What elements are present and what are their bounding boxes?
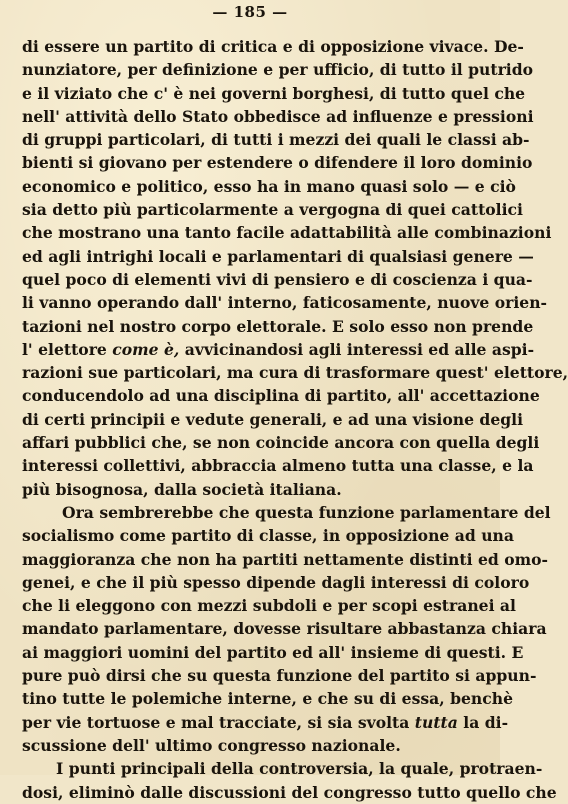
text-line: ed agli intrighi locali e parlamentari di qualsiasi genere — [22, 246, 534, 266]
text-segment: la di- [457, 712, 509, 732]
text-line: affari pubblici che, se non coincide ancora con quella degli [22, 433, 540, 453]
text-line: li vanno operando dall' interno, faticosamente, nuove orien- [22, 293, 548, 313]
text-line: di essere un partito di critica e di opposizione vivace. De- [22, 37, 524, 56]
text-line: razioni sue particolari, ma cura di trasformare quest' elettore, [22, 363, 568, 383]
text-line: nell' attività dello Stato obbedisce ad influenze e pressioni [22, 106, 534, 126]
text-line: e il viziato che c' è nei governi borghesi, di tutto quel che [22, 83, 526, 103]
text-line: quel poco di elementi vivi di pensiero e di coscienza i qua- [22, 269, 533, 289]
text-line: nunziatore, per definizione e per ufficio, di tutto il putrido [22, 60, 534, 80]
text-line: mandato parlamentare, dovesse risultare abbastanza chiara [22, 619, 547, 639]
page-number: — 185 — [212, 3, 288, 21]
text-line-with-italic [22, 711, 509, 734]
text-segment: avvicinandosi agli interessi ed alle aspi- [179, 339, 535, 359]
text-line: Ora sembrerebbe che questa funzione parlamentare del [62, 502, 551, 522]
text-line: bienti si giovano per estendere o difendere il loro dominio [22, 153, 533, 173]
body-text [22, 35, 568, 804]
text-line: più bisognosa, dalla società italiana. [22, 479, 342, 499]
text-line-with-italic [22, 338, 535, 361]
text-line: economico e politico, esso ha in mano quasi solo — e ciò [22, 176, 516, 196]
text-line: che li eleggono con mezzi subdoli e per scopi estranei al [22, 596, 516, 616]
italic-phrase: tutta [414, 712, 458, 732]
text-line: tazioni nel nostro corpo elettorale. E solo esso non prende [22, 316, 534, 336]
text-line: socialismo come partito di classe, in opposizione ad una [22, 526, 514, 546]
italic-phrase: come è, [112, 339, 180, 359]
text-line: interessi collettivi, abbraccia almeno tutta una classe, e la [22, 456, 534, 476]
text-line: I punti principali della controversia, la quale, protraen- [56, 759, 543, 779]
text-line: scussione dell' ultimo congresso nazionale. [22, 735, 401, 755]
text-line: dosi, eliminò dalle discussioni del congresso tutto quello che [22, 782, 557, 802]
text-line: di gruppi particolari, di tutti i mezzi dei quali le classi ab- [22, 130, 530, 150]
text-line: genei, e che il più spesso dipende dagli interessi di coloro [22, 572, 530, 592]
text-line: pure può dirsi che su questa funzione del partito si appun- [22, 666, 537, 686]
text-line: maggioranza che non ha partiti nettamente distinti ed omo- [22, 549, 548, 569]
text-segment: per vie tortuose e mal tracciate, si sia svolta [22, 712, 415, 732]
text-segment: l' elettore [22, 339, 113, 359]
text-line: che mostrano una tanto facile adattabilità alle combinazioni [22, 223, 552, 243]
text-line: ai maggiori uomini del partito ed all' insieme di questi. E [22, 642, 524, 662]
text-line: conducendolo ad una disciplina di partito, all' accettazione [22, 386, 540, 406]
text-line: tino tutte le polemiche interne, e che su di essa, benchè [22, 689, 514, 709]
text-line: sia detto più particolarmente a vergogna di quei cattolici [22, 200, 523, 220]
text-line: di certi principii e vedute generali, e ad una visione degli [22, 409, 524, 429]
